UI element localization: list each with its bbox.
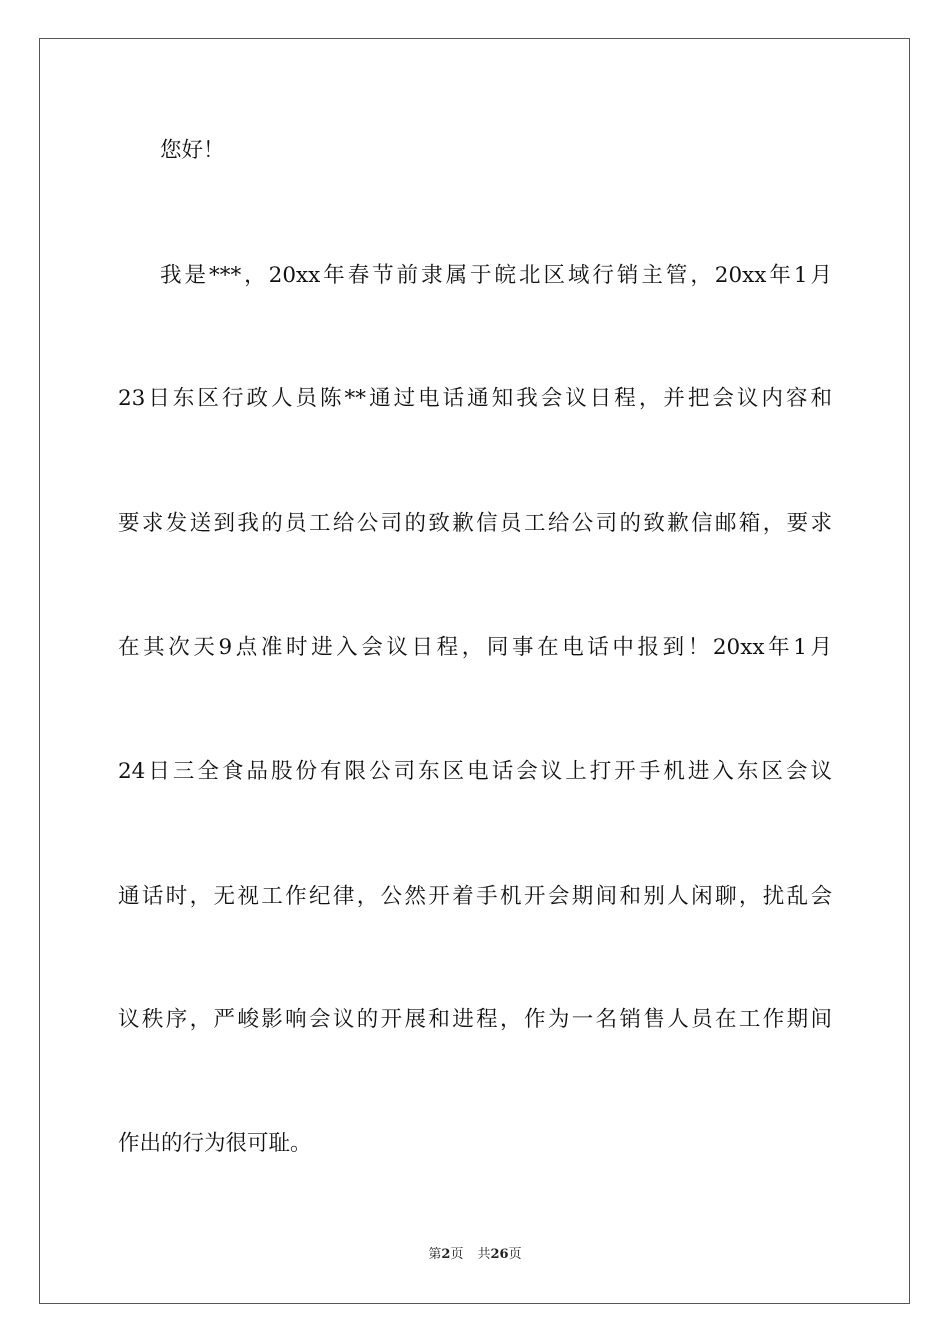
body-line-8: 作出的行为很可耻。 <box>118 1131 312 1156</box>
total-suffix: 页 <box>508 1247 522 1262</box>
page-suffix: 页 <box>450 1247 464 1262</box>
page-prefix: 第 <box>428 1247 442 1262</box>
page-border <box>39 38 910 1304</box>
page-number: 2 <box>441 1247 451 1262</box>
body-line-1: 我是***，20xx年春节前隶属于皖北区域行销主管，20xx年1月 <box>160 263 832 288</box>
body-line-3: 要求发送到我的员工给公司的致歉信员工给公司的致歉信邮箱，要求 <box>118 511 832 536</box>
page-footer <box>0 1246 950 1264</box>
greeting-line: 您好！ <box>160 138 225 163</box>
body-line-2: 23日东区行政人员陈**通过电话通知我会议日程，并把会议内容和 <box>118 386 832 411</box>
total-prefix: 共 <box>477 1247 491 1262</box>
body-line-4: 在其次天9点准时进入会议日程，同事在电话中报到！20xx年1月 <box>118 635 832 660</box>
body-line-6: 通话时，无视工作纪律，公然开着手机开会期间和别人闲聊，扰乱会 <box>118 884 832 909</box>
body-line-7: 议秩序，严峻影响会议的开展和进程，作为一名销售人员在工作期间 <box>118 1007 832 1032</box>
total-pages: 26 <box>490 1247 509 1262</box>
body-line-5: 24日三全食品股份有限公司东区电话会议上打开手机进入东区会议 <box>118 759 832 784</box>
